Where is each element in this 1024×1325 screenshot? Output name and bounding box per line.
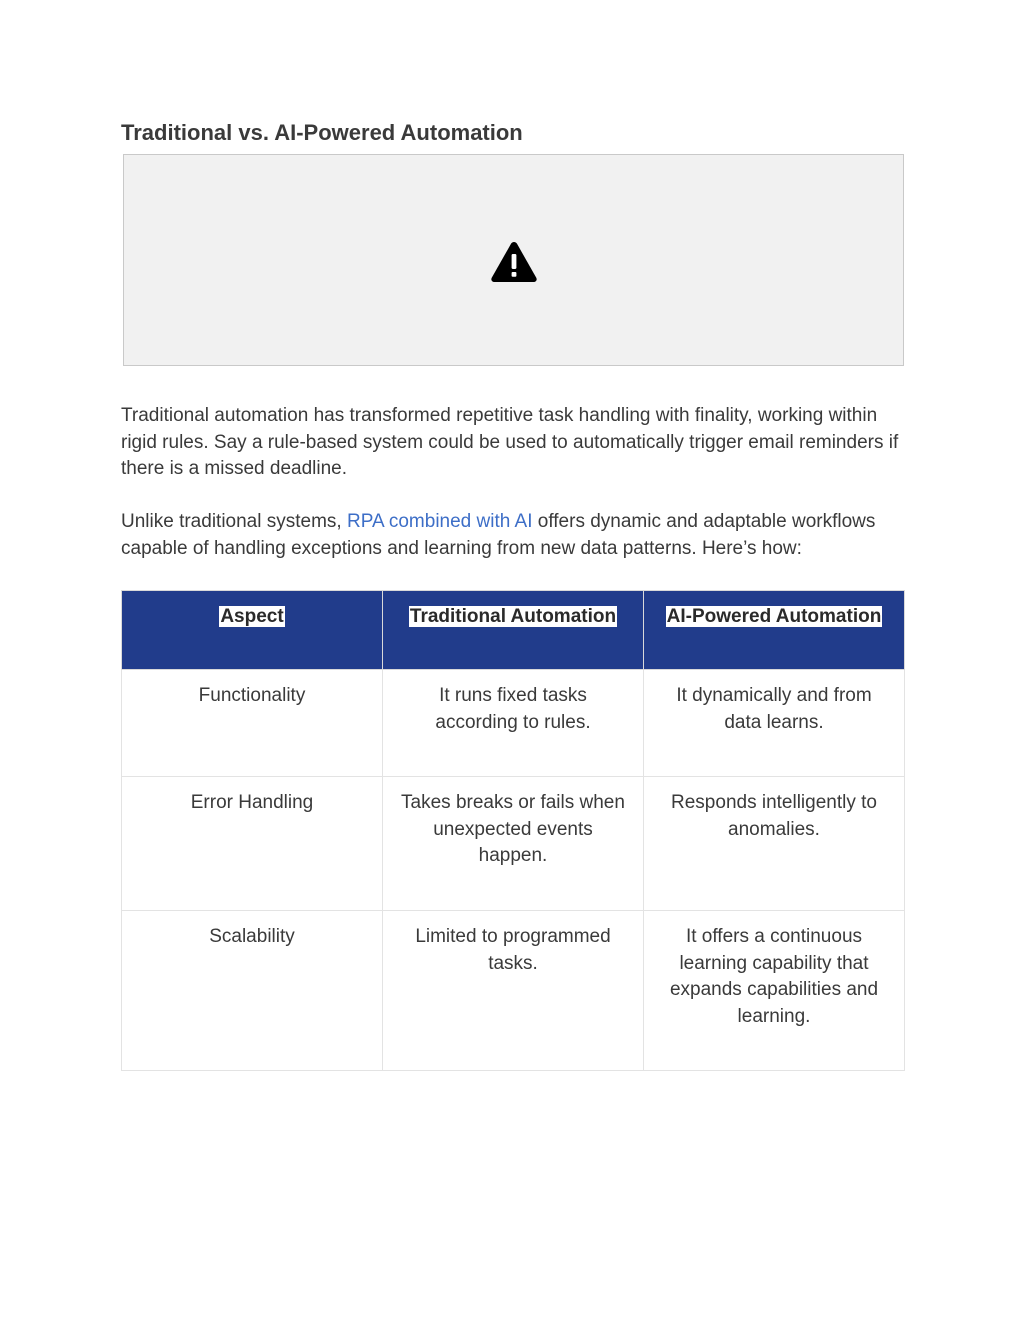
table-cell-traditional: Limited to programmed tasks. <box>383 911 644 1071</box>
table-row <box>122 777 905 911</box>
table-cell-traditional: It runs fixed tasks according to rules. <box>383 670 644 777</box>
table-cell-ai: It offers a continuous learning capability that expands capabilities and learning. <box>644 911 905 1071</box>
broken-image-placeholder <box>123 154 904 366</box>
rpa-paragraph <box>121 509 906 562</box>
table-cell-traditional: Takes breaks or fails when unexpected events happen. <box>383 777 644 911</box>
header-label: AI-Powered Automation <box>666 606 882 627</box>
table-cell-aspect: Functionality <box>122 670 383 777</box>
header-label: Aspect <box>220 606 284 627</box>
rpa-paragraph-lead: Unlike traditional systems, <box>121 511 347 532</box>
table-cell-ai: Responds intelligently to anomalies. <box>644 777 905 911</box>
comparison-table <box>121 590 905 1071</box>
page-title: Traditional vs. AI-Powered Automation <box>121 120 523 145</box>
warning-icon <box>490 240 538 284</box>
table-header-row <box>122 591 905 670</box>
intro-paragraph: Traditional automation has transformed repetitive task handling with finality, working within rigid rules. Say a rule-based system could be used to automatically trigger email reminders if there is a missed deadline. <box>121 405 899 479</box>
table-cell-ai: It dynamically and from data learns. <box>644 670 905 777</box>
table-cell-aspect: Scalability <box>122 911 383 1071</box>
header-traditional <box>383 591 644 670</box>
rpa-ai-link[interactable]: RPA combined with AI <box>346 511 533 532</box>
table-cell-aspect: Error Handling <box>122 777 383 911</box>
table-row <box>122 670 905 777</box>
header-aspect <box>122 591 383 670</box>
rpa-paragraph-tail: offers dynamic and adaptable workflows capable of handling exceptions and learning from new data patterns. Here’s how: <box>121 511 876 559</box>
header-label: Traditional Automation <box>409 606 617 627</box>
header-ai-powered <box>644 591 905 670</box>
table-row <box>122 911 905 1071</box>
